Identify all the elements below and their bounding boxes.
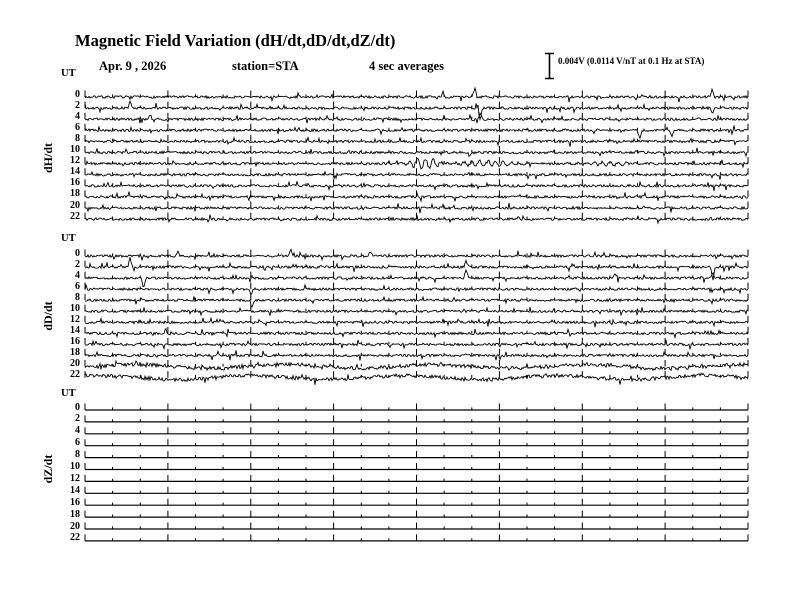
- ut-hour-label: 12: [70, 313, 80, 325]
- ut-hour-label: 10: [70, 302, 80, 314]
- chart-date-label: Apr. 9 , 2026: [99, 59, 167, 73]
- station-label: station=STA: [232, 59, 299, 73]
- time-ticks: [85, 327, 748, 334]
- ut-hour-label: 22: [70, 532, 80, 544]
- ut-hour-label: 16: [70, 335, 80, 347]
- panel-axis-label-dddt: dD/dt: [41, 301, 55, 331]
- time-ticks: [85, 102, 748, 109]
- time-ticks: [85, 124, 748, 131]
- ut-hour-label: 12: [70, 472, 80, 484]
- panel-axis-label-dzdt: dZ/dt: [41, 454, 55, 484]
- ut-hour-label: 14: [70, 484, 80, 496]
- panel-traces-dHdt: [85, 88, 748, 223]
- time-ticks: [85, 511, 748, 517]
- ut-hour-label: 18: [70, 508, 80, 520]
- time-ticks: [85, 499, 748, 506]
- time-ticks: [85, 91, 748, 98]
- time-ticks: [85, 487, 748, 494]
- averaging-label: 4 sec averages: [369, 59, 444, 73]
- ut-hour-label: 20: [70, 358, 80, 369]
- panel-traces-dZdt: [85, 404, 748, 541]
- ut-axis-label-dddt: UT: [61, 233, 76, 244]
- time-ticks: [85, 190, 748, 197]
- time-ticks: [85, 316, 748, 323]
- ut-hour-label: 18: [70, 188, 80, 200]
- time-ticks: [85, 157, 748, 164]
- time-ticks: [85, 404, 748, 411]
- chart-title: Magnetic Field Variation (dH/dt,dD/dt,dZ/dt): [75, 31, 396, 50]
- ut-hour-label: 6: [75, 280, 80, 292]
- ut-axis-label-dzdt: UT: [61, 388, 76, 399]
- ut-hour-label: 4: [75, 110, 80, 122]
- ut-hour-label: 14: [70, 166, 80, 178]
- time-ticks: [85, 427, 748, 434]
- ut-hour-label: 0: [75, 88, 80, 100]
- time-ticks: [85, 371, 748, 378]
- ut-hour-label: 16: [70, 496, 80, 508]
- ut-hour-label: 0: [75, 247, 80, 259]
- ut-hour-label: 22: [70, 210, 80, 222]
- time-ticks: [85, 463, 748, 470]
- ut-axis-label-dhdt: UT: [61, 68, 76, 79]
- ut-hour-label: 10: [70, 144, 80, 155]
- time-ticks: [85, 523, 748, 530]
- time-ticks: [85, 534, 748, 541]
- ut-hour-label: 8: [75, 449, 80, 461]
- ut-hour-label: 6: [75, 121, 80, 133]
- time-ticks: [85, 168, 748, 175]
- ut-hour-label: 18: [70, 346, 80, 358]
- ut-hour-label: 20: [70, 520, 80, 532]
- ut-hour-label: 12: [70, 155, 80, 167]
- scale-label: 0.004V (0.0114 V/nT at 0.1 Hz at STA): [558, 56, 705, 66]
- time-ticks: [85, 439, 748, 446]
- ut-hour-label: 0: [75, 401, 80, 413]
- ut-hour-label: 4: [75, 425, 80, 437]
- ut-hour-label: 2: [75, 99, 80, 111]
- time-ticks: [85, 451, 748, 458]
- ut-hour-label: 8: [75, 132, 80, 144]
- ut-hour-label: 6: [75, 437, 80, 449]
- ut-hour-label: 2: [75, 258, 80, 270]
- ut-hour-label: 22: [70, 369, 80, 381]
- ut-hour-label: 16: [70, 177, 80, 189]
- time-ticks: [85, 475, 748, 482]
- ut-hour-label: 20: [70, 199, 80, 211]
- ut-hour-label: 14: [70, 324, 80, 336]
- ut-hour-label: 4: [75, 269, 80, 281]
- ut-hour-label: 2: [75, 413, 80, 425]
- time-ticks: [85, 272, 748, 279]
- ut-hour-label: 10: [70, 461, 80, 472]
- time-ticks: [85, 415, 748, 422]
- time-ticks: [85, 113, 748, 120]
- time-ticks: [85, 360, 748, 367]
- panel-axis-label-dhdt: dH/dt: [41, 143, 55, 174]
- time-ticks: [85, 261, 748, 268]
- ut-hour-label: 8: [75, 291, 80, 303]
- panel-traces-dDdt: [85, 249, 748, 384]
